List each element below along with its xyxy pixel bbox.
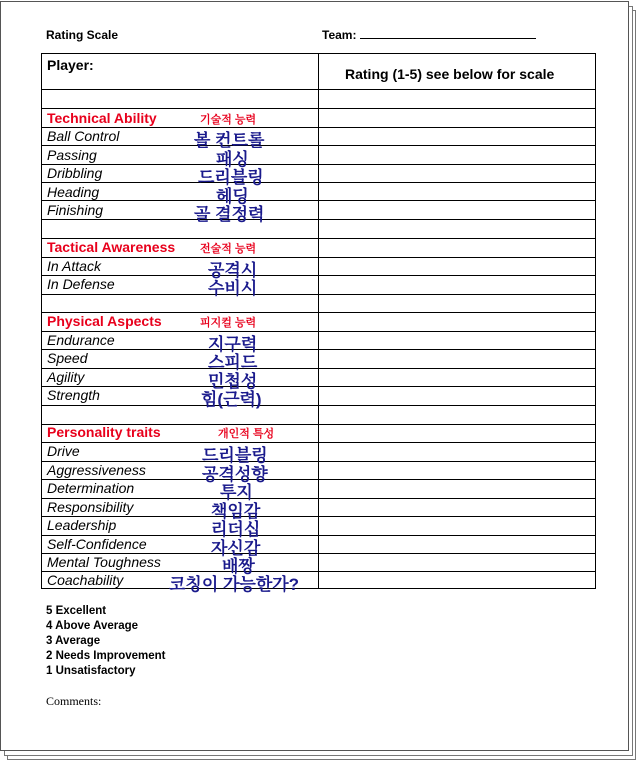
item-in-defense: In Defense (47, 276, 115, 292)
item-endurance: Endurance (47, 332, 115, 348)
item-speed: Speed (47, 350, 88, 366)
item-determination: Determination (47, 480, 135, 496)
scale-item-1: 1 Unsatisfactory (46, 665, 136, 677)
item-leadership-kr: 리더십 (211, 520, 261, 539)
item-determination-kr: 투지 (220, 483, 253, 502)
item-ball-control-kr: 볼 컨트롤 (194, 131, 265, 150)
section-title-physical: Physical Aspects (47, 313, 162, 329)
row-line (42, 127, 595, 128)
rating-sheet (0, 1, 629, 751)
item-strength: Strength (47, 387, 100, 403)
row-line (42, 164, 595, 165)
row-line (42, 257, 595, 258)
item-agility: Agility (47, 369, 85, 385)
item-drive-kr: 드리블링 (202, 446, 268, 465)
section-title-technical-kr: 기술적 능력 (200, 114, 257, 126)
item-responsibility-kr: 책임감 (211, 502, 261, 521)
item-speed-kr: 스피드 (208, 353, 258, 372)
player-label: Player: (47, 57, 94, 73)
item-dribbling-kr: 드리블링 (198, 168, 264, 187)
row-line (42, 516, 595, 517)
rating-table (41, 53, 596, 594)
sheet-title: Rating Scale (46, 28, 119, 42)
item-agility-kr: 민첩성 (208, 372, 258, 391)
team-blank-line[interactable] (360, 28, 536, 39)
item-mental-toughness-kr: 배짱 (222, 557, 255, 576)
item-heading-kr: 헤딩 (216, 187, 249, 206)
row-line (42, 331, 595, 332)
item-coachability: Coachability (47, 572, 124, 588)
row-line (42, 89, 595, 90)
item-endurance-kr: 지구력 (208, 335, 258, 354)
section-title-physical-kr: 피지컬 능력 (200, 317, 257, 329)
comments-label: Comments: (46, 694, 102, 708)
team-label: Team: (322, 28, 357, 42)
item-in-attack: In Attack (47, 258, 101, 274)
item-strength-kr: 힘(근력) (201, 390, 262, 409)
row-line (42, 405, 595, 406)
section-title-tactical: Tactical Awareness (47, 239, 176, 255)
item-self-confidence-kr: 자신감 (211, 539, 261, 558)
item-aggressiveness-kr: 공격성향 (202, 465, 268, 484)
row-line (42, 294, 595, 295)
item-drive: Drive (47, 443, 80, 459)
section-title-tactical-kr: 전술적 능력 (200, 243, 257, 255)
row-line (42, 368, 595, 369)
row-line (42, 386, 595, 387)
rating-scale-legend (46, 604, 166, 679)
row-line (42, 108, 595, 109)
scale-item-3: 3 Average (46, 635, 101, 647)
item-in-attack-kr: 공격시 (208, 261, 258, 280)
item-mental-toughness: Mental Toughness (47, 554, 161, 570)
item-leadership: Leadership (47, 517, 117, 533)
row-line (42, 219, 595, 220)
section-title-personality-kr: 개인적 특성 (218, 428, 275, 440)
item-aggressiveness: Aggressiveness (47, 462, 146, 478)
row-line (42, 442, 595, 443)
rating-column-header: Rating (1-5) see below for scale (345, 66, 555, 82)
row-line (42, 182, 595, 183)
item-dribbling: Dribbling (47, 165, 103, 181)
column-divider (318, 54, 319, 588)
item-coachability-kr: 코칭이 가능한가? (169, 575, 300, 594)
item-ball-control: Ball Control (47, 128, 120, 144)
row-line (42, 145, 595, 146)
item-passing: Passing (47, 147, 97, 163)
item-heading: Heading (47, 184, 100, 200)
row-line (42, 349, 595, 350)
row-line (42, 200, 595, 201)
item-self-confidence: Self-Confidence (47, 536, 147, 552)
item-finishing-kr: 골 결정력 (194, 205, 265, 224)
scale-item-5: 5 Excellent (46, 605, 107, 617)
section-title-technical: Technical Ability (47, 110, 157, 126)
item-finishing: Finishing (47, 202, 104, 218)
item-passing-kr: 패싱 (216, 150, 249, 169)
team-field (322, 28, 536, 42)
row-line (42, 571, 595, 572)
row-line (42, 275, 595, 276)
item-in-defense-kr: 수비시 (208, 279, 258, 298)
item-responsibility: Responsibility (47, 499, 134, 515)
section-title-personality: Personality traits (47, 424, 161, 440)
scale-item-4: 4 Above Average (46, 620, 139, 632)
scale-item-2: 2 Needs Improvement (46, 650, 166, 662)
